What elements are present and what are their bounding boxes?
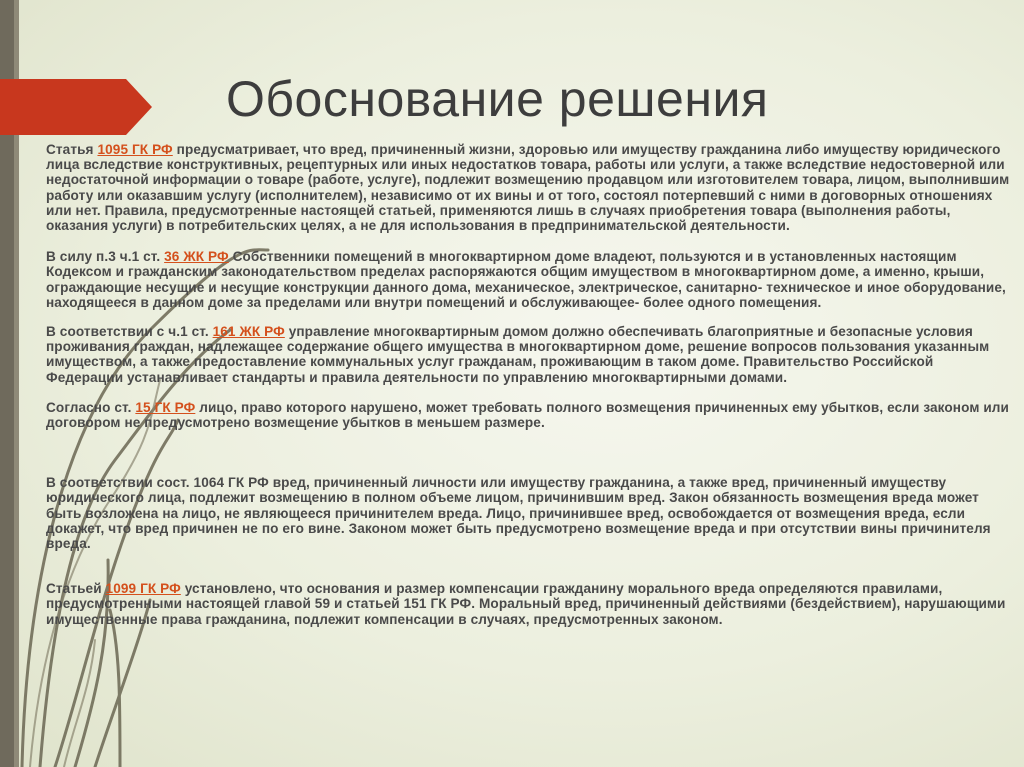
paragraph-161-zhk [46,324,1012,385]
paragraph-text: Согласно ст. [46,399,136,415]
paragraph-text: Статьей [46,581,106,597]
title-accent-arrow [0,79,152,135]
link-15-gk-rf[interactable]: 15 ГК РФ [135,399,196,415]
paragraph-1099-gk [46,581,1012,627]
link-161-zhk-rf[interactable]: 161 ЖК РФ [212,324,285,340]
paragraph-36-zhk [46,249,1012,310]
paragraph-text: Собственники помещений в многоквартирном доме владеют, пользуются и в установленных настоящим Кодексом и гражданским законодательством пределах распоряжаются общим имуществом в многоквартирном доме, а именно, крыши, ограждающие несущие и несущие конструкции данного дома, механическое, электрическое, санитарно- техническое и иное оборудование, находящееся в данном доме за пределами или внутри помещений и обслуживающее- более одного помещения. [46,249,1006,310]
paragraph-text: лицо, право которого нарушено, может требовать полного возмещения причиненных ему убытков, если законом или договором не предусмотрено возмещение убытков в меньшем размере. [46,399,1009,431]
paragraph-text: В силу п.3 ч.1 ст. [46,249,165,265]
paragraph-text: Статья [46,142,98,157]
paragraph-text: управление многоквартирным домом должно обеспечивать благоприятные и безопасные условия проживания граждан, надлежащее содержание общего имущества в многоквартирном доме, решение вопросов пользования указанным имуществом, а также предоставление коммунальных услуг гражданам, проживающим в таком доме. Правительство Российской Федерации устанавливает стандарты и правила деятельности по управлению многоквартирными домами. [46,324,990,385]
slide-title: Обоснование решения [226,71,769,127]
slide-body [46,142,1012,627]
link-36-zhk-rf[interactable]: 36 ЖК РФ [164,249,229,265]
paragraph-text: установлено, что основания и размер компенсации гражданину морального вреда определяются правилами, предусмотренными настоящей главой 59 и статьей 151 ГК РФ. Моральный вред, причиненный действиями (бездействием), нарушающими имущественные права гражданина, подлежит компенсации в случаях, предусмотренных законом. [46,581,1006,627]
paragraph-text: В соответствии с ч.1 ст. [46,324,213,340]
link-1099-gk-rf[interactable]: 1099 ГК РФ [105,581,181,597]
paragraph-15-gk [46,400,1012,430]
paragraph-text: В соответствии сост. 1064 ГК РФ вред, причиненный личности или имуществу гражданина, а также вред, причиненный имуществу юридического лица, подлежит возмещению в полном объеме лицом, причинившим вред. Закон обязанность возмещения вреда может быть возложена на лицо, не являющееся причинителем вреда. Лицо, причинившее вред, освобождается от возмещения вреда, если докажет, что вред причинен не по его вине. Законом может быть предусмотрено возмещение вреда и при отсутствии вины причинителя вреда. [46,475,991,552]
paragraph-text: предусматривает, что вред, причиненный жизни, здоровью или имуществу гражданина либо имуществу юридического лица вследствие конструктивных, рецептурных или иных недостатков товара, работы или услуги, а также вследствие недостоверной или недостаточной информации о товаре (работе, услуге), подлежит возмещению продавцом или изготовителем товара, лицом, выполнившим работу или оказавшим услугу (исполнителем), независимо от их вины и от того, состоял потерпевший с ними в договорных отношениях или нет. Правила, предусмотренные настоящей статьей, применяются лишь в случаях приобретения товара (выполнения работы, оказания услуги) в потребительских целях, а не для использования в предпринимательской деятельности. [46,142,1010,234]
link-1095-gk-rf[interactable]: 1095 ГК РФ [97,142,173,157]
paragraph-1064-gk [46,475,1012,551]
paragraph-1095 [46,142,1012,233]
